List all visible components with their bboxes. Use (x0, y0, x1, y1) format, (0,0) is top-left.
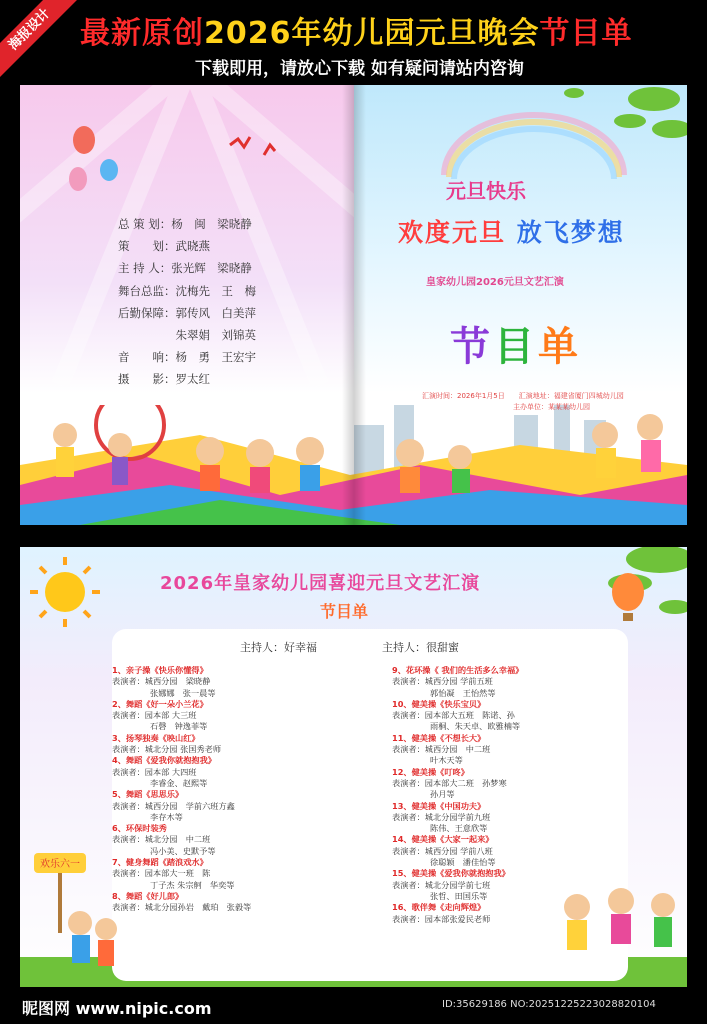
program-item-performer: 表演者：园本部大一班 陈 (112, 868, 211, 879)
staff-credits (118, 213, 256, 391)
big-char: 节 (450, 324, 494, 370)
credit-row: 总 策 划：杨 闽 梁晓静 (118, 217, 252, 231)
title-part-1: 最新原创 (80, 16, 204, 51)
cover-line-2a: 欢度元旦 (398, 218, 507, 247)
program-item-performer: 叶木天等 (430, 755, 463, 766)
program-item-performer: 表演者：城北分园 中二班 (112, 834, 211, 845)
cover-line-2 (398, 213, 625, 249)
credit-row: 朱翠娟 刘锦英 (118, 328, 256, 343)
program-column-right (392, 665, 523, 925)
program-item-title: 16、歌伴舞《走向辉煌》 (392, 902, 486, 913)
image-id: ID:35629186 NO:20251225223028820104 (442, 999, 656, 1010)
program-item-performer: 表演者：城北分园 张国秀老师 (112, 744, 222, 755)
program-item-performer: 张哲、田国乐等 (430, 890, 488, 901)
header-bar (0, 0, 707, 84)
program-item-performer: 郭怡凝 王怡然等 (430, 687, 496, 698)
program-item-title: 6、环保时装秀 (112, 823, 167, 834)
bird-icon (230, 137, 250, 147)
kids-illustration (547, 867, 687, 977)
program-subtitle: 节目单 (320, 602, 369, 621)
program-item-performer: 表演者：城北分园学前九班 (392, 811, 491, 822)
title-part-2: 2026年幼儿园元旦晚会 (204, 16, 540, 51)
hot-air-balloon-icon (612, 573, 644, 621)
program-item-title: 13、健美操《中国功夫》 (392, 800, 486, 811)
program-item-title: 7、健身舞蹈《踏浪戏水》 (112, 857, 208, 868)
program-item-performer: 雨桐、朱天卓、欧雅楠等 (430, 721, 521, 732)
site-logo[interactable]: 昵图网 www.nipic.com (22, 999, 212, 1018)
balloon-icon (100, 159, 118, 181)
program-item-performer: 表演者：城西分园 学前五班 (392, 676, 493, 687)
program-item-title: 8、舞蹈《好儿郎》 (112, 890, 184, 901)
title-part-3: 节目单 (539, 16, 633, 51)
program-item-title: 14、健美操《大家一起来》 (392, 834, 494, 845)
big-char: 单 (538, 324, 582, 370)
balloon-icon (73, 126, 95, 154)
cover-line-1: 元旦快乐 (446, 179, 526, 203)
balloon-icon (69, 167, 87, 191)
program-item-title: 5、舞蹈《思思乐》 (112, 789, 184, 800)
header-subtitle: 下载即用，请放心下载 如有疑问请站内咨询 (195, 59, 524, 79)
kids-sign-illustration (20, 843, 130, 983)
cover-spread (20, 85, 687, 525)
program-item-performer: 表演者：城西分园 中二班 (392, 744, 491, 755)
program-item-title: 4、舞蹈《爱我你就抱抱我》 (112, 755, 216, 766)
program-item-performer: 孙月等 (430, 789, 455, 800)
program-item-performer: 表演者：园本部 大三班 (112, 710, 197, 721)
program-item-title: 3、扬琴独奏《映山红》 (112, 732, 200, 743)
program-item-performer: 表演者：城北分园孙岩 戴珀 张毅等 (112, 902, 252, 913)
event-info-line: 汇演时间：2026年1月5日 汇演地址：福建省厦门四城幼儿园 (422, 392, 624, 400)
host-left: 主持人：好幸福 (240, 641, 317, 654)
program-item-performer: 表演者：城北分园学前七班 (392, 879, 491, 890)
credit-row: 舞台总监：沈梅先 王 梅 (118, 283, 256, 298)
program-item-title: 12、健美操《叮咚》 (392, 766, 469, 777)
sign-label: 欢乐六一 (40, 859, 80, 870)
corner-ribbon: 海报设计 (0, 0, 81, 81)
host-right: 主持人：很甜蜜 (382, 641, 459, 654)
program-item-performer: 李存木等 (150, 811, 183, 822)
program-item-performer: 丁子杰 朱宗舸 华奕等 (150, 879, 235, 890)
credit-row: 主 持 人：张光辉 梁晓静 (118, 261, 252, 276)
program-item-performer: 表演者：园本部大二班 孙梦寒 (392, 777, 507, 788)
program-item-performer: 冯小美、史默予等 (150, 845, 216, 856)
program-item-title: 11、健美操《不想长大》 (392, 732, 486, 743)
program-item-title: 15、健美操《爱我你就抱抱我》 (392, 868, 510, 879)
program-item-title: 9、花环操《 我们的生活多么幸福》 (392, 665, 524, 675)
program-item-title: 1、亲子操《快乐你懂得》 (112, 665, 208, 675)
program-item-performer: 表演者：城西分园 学前六班方鑫 (112, 800, 235, 811)
credit-row: 后勤保障：郭传风 白美萍 (118, 305, 256, 320)
book-spine (342, 85, 366, 525)
program-title: 2026年皇家幼儿园喜迎元旦文艺汇演 (160, 573, 481, 594)
program-item-performer: 表演者：城西分园 梁晓静 (112, 676, 211, 687)
program-item-performer: 张娜娜 张一晨等 (150, 687, 216, 698)
program-item-performer: 李睿金、赵熙等 (150, 777, 208, 788)
sun-icon (30, 557, 100, 627)
header-title (80, 8, 700, 52)
credit-row: 音 响：杨 勇 王宏宇 (118, 350, 256, 365)
credit-row: 策 划：武晓燕 (118, 239, 210, 254)
program-item-title: 2、舞蹈《好一朵小兰花》 (112, 698, 208, 709)
footer-bar (0, 987, 707, 1024)
program-item-performer: 表演者：城西分园 学前八班 (392, 845, 493, 856)
program-item-performer: 石磬 钟逸菲等 (150, 721, 208, 732)
program-column-left (112, 665, 251, 914)
program-item-performer: 徐聪颖 潘佳怡等 (430, 857, 496, 868)
program-item-performer: 表演者：园本部 大四班 (112, 766, 197, 777)
big-char: 目 (494, 324, 538, 370)
cover-big-title (450, 315, 582, 372)
event-info-line: 主办单位：某某某幼儿园 (422, 403, 590, 411)
program-item-performer: 表演者：园本部张爱民老师 (392, 913, 491, 924)
cover-line-2b: 放飞梦想 (516, 218, 625, 247)
cover-line-3: 皇家幼儿园2026元旦文艺汇演 (426, 277, 564, 288)
credit-row: 摄 影：罗太红 (118, 372, 210, 387)
program-spread (20, 547, 687, 987)
program-item-title: 10、健美操《快乐宝贝》 (392, 698, 486, 709)
program-item-performer: 表演者：园本部大五班 陈诺、孙 (392, 710, 515, 721)
program-item-performer: 陈伟、王意欣等 (430, 823, 488, 834)
